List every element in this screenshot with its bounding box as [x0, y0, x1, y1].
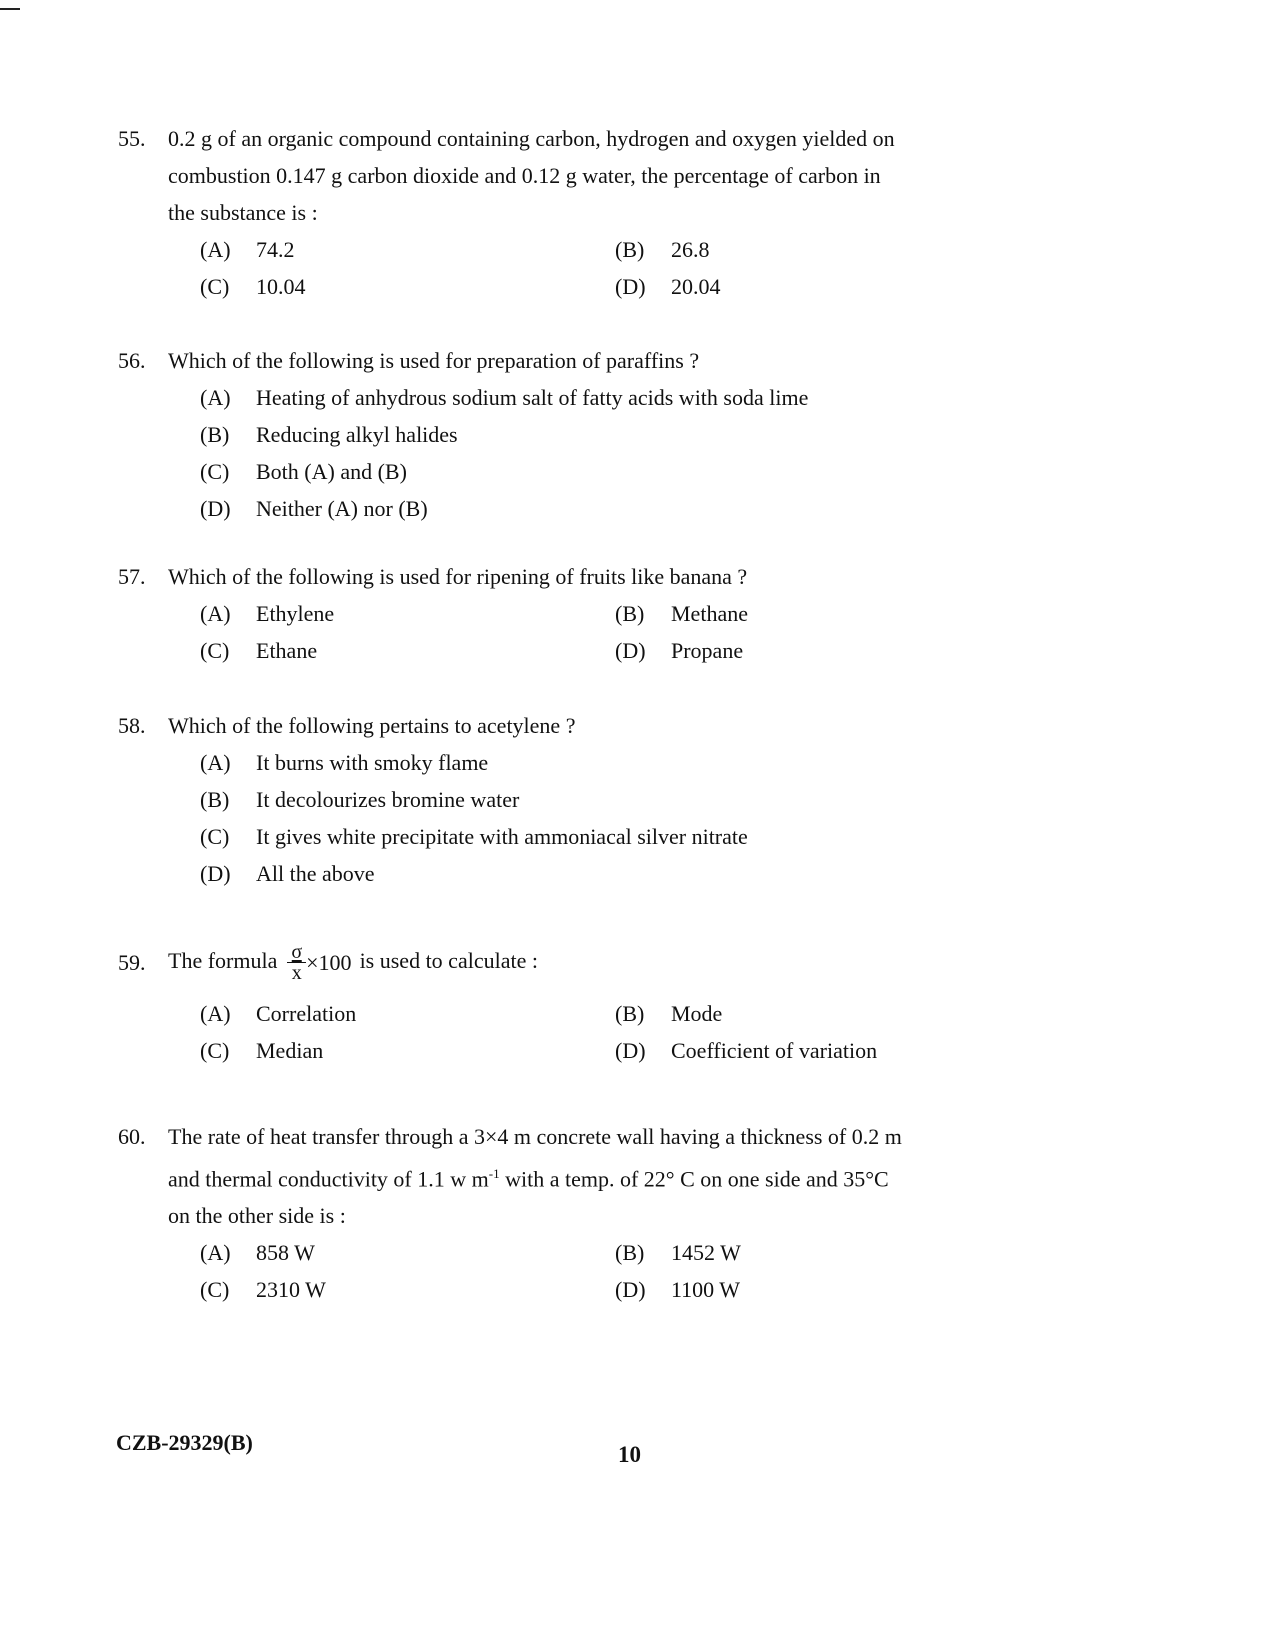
- option-c: (C) Ethane: [200, 638, 318, 663]
- page-number: 10: [618, 1442, 641, 1467]
- question-number: 59.: [118, 950, 146, 976]
- options: [200, 1234, 958, 1308]
- question-57: [118, 558, 958, 669]
- question-58: [118, 707, 958, 892]
- option-b: (B) 26.8: [615, 237, 710, 262]
- option-c: (C) Median: [200, 1038, 324, 1064]
- question-59: [118, 942, 958, 1069]
- option-d: (D) 20.04: [615, 274, 721, 299]
- formula-denominator: x: [291, 962, 302, 985]
- question-text: Which of the following pertains to acetylene ?: [168, 713, 576, 738]
- question-line: The rate of heat transfer through a 3×4 m concrete wall having a thickness of 0.2 m: [168, 1124, 902, 1149]
- option-d: (D) All the above: [200, 861, 375, 886]
- option-b: (B) 1452 W: [615, 1240, 741, 1266]
- formula-multiplier: ×100: [306, 950, 352, 976]
- question-line: combustion 0.147 g carbon dioxide and 0.12 g water, the percentage of carbon in: [168, 163, 881, 188]
- options: [200, 379, 958, 527]
- option-b: (B) Reducing alkyl halides: [200, 422, 458, 447]
- option-d: (D) Propane: [615, 638, 744, 663]
- question-line: the substance is :: [168, 200, 318, 225]
- question-number: 56.: [118, 348, 146, 373]
- question-60: [118, 1118, 958, 1308]
- option-a: (A) 74.2: [200, 237, 295, 262]
- question-number: 58.: [118, 713, 146, 738]
- question-text: [168, 1118, 958, 1234]
- question-number: 60.: [118, 1124, 146, 1149]
- question-text: Which of the following is used for ripening of fruits like banana ?: [168, 564, 748, 589]
- question-number: 55.: [118, 126, 146, 151]
- question-text: [168, 120, 958, 231]
- question-line: on the other side is :: [168, 1203, 346, 1229]
- option-c: (C) 2310 W: [200, 1277, 326, 1303]
- option-a: (A) 858 W: [200, 1240, 315, 1266]
- formula-numerator: σ: [287, 942, 306, 963]
- options: [200, 995, 958, 1069]
- option-b: (B) It decolourizes bromine water: [200, 787, 520, 812]
- option-c: (C) Both (A) and (B): [200, 459, 407, 484]
- option-d: (D) Coefficient of variation: [615, 1038, 878, 1064]
- question-55: [118, 120, 958, 305]
- option-a: (A) Heating of anhydrous sodium salt of fatty acids with soda lime: [200, 385, 809, 410]
- question-line: and thermal conductivity of 1.1 w $m^{-1}$ with a temp. of 22° C on one side and 35°C: [168, 1166, 889, 1192]
- question-number: 57.: [118, 564, 146, 589]
- booklet-code: CZB-29329(B): [116, 1430, 253, 1455]
- question-line: 0.2 g of an organic compound containing carbon, hydrogen and oxygen yielded on: [168, 126, 895, 151]
- question-56: [118, 342, 958, 527]
- scan-mark: [0, 8, 20, 10]
- option-d: (D) Neither (A) nor (B): [200, 496, 428, 521]
- option-a: (A) Ethylene: [200, 601, 335, 626]
- cv-formula: [287, 942, 351, 983]
- option-b: (B) Methane: [615, 601, 748, 626]
- option-d: (D) 1100 W: [615, 1277, 741, 1303]
- options: [200, 595, 958, 669]
- question-text: The formula $\frac{\sigma}{x}$ ×100 is used to calculate :: [168, 941, 538, 985]
- option-a: (A) Correlation: [200, 1001, 357, 1027]
- option-b: (B) Mode: [615, 1001, 723, 1027]
- question-text: Which of the following is used for preparation of paraffins ?: [168, 348, 700, 373]
- options: [200, 231, 958, 305]
- option-a: (A) It burns with smoky flame: [200, 750, 489, 775]
- option-c: (C) It gives white precipitate with ammoniacal silver nitrate: [200, 824, 748, 849]
- option-c: (C) 10.04: [200, 274, 306, 299]
- options: [200, 744, 958, 892]
